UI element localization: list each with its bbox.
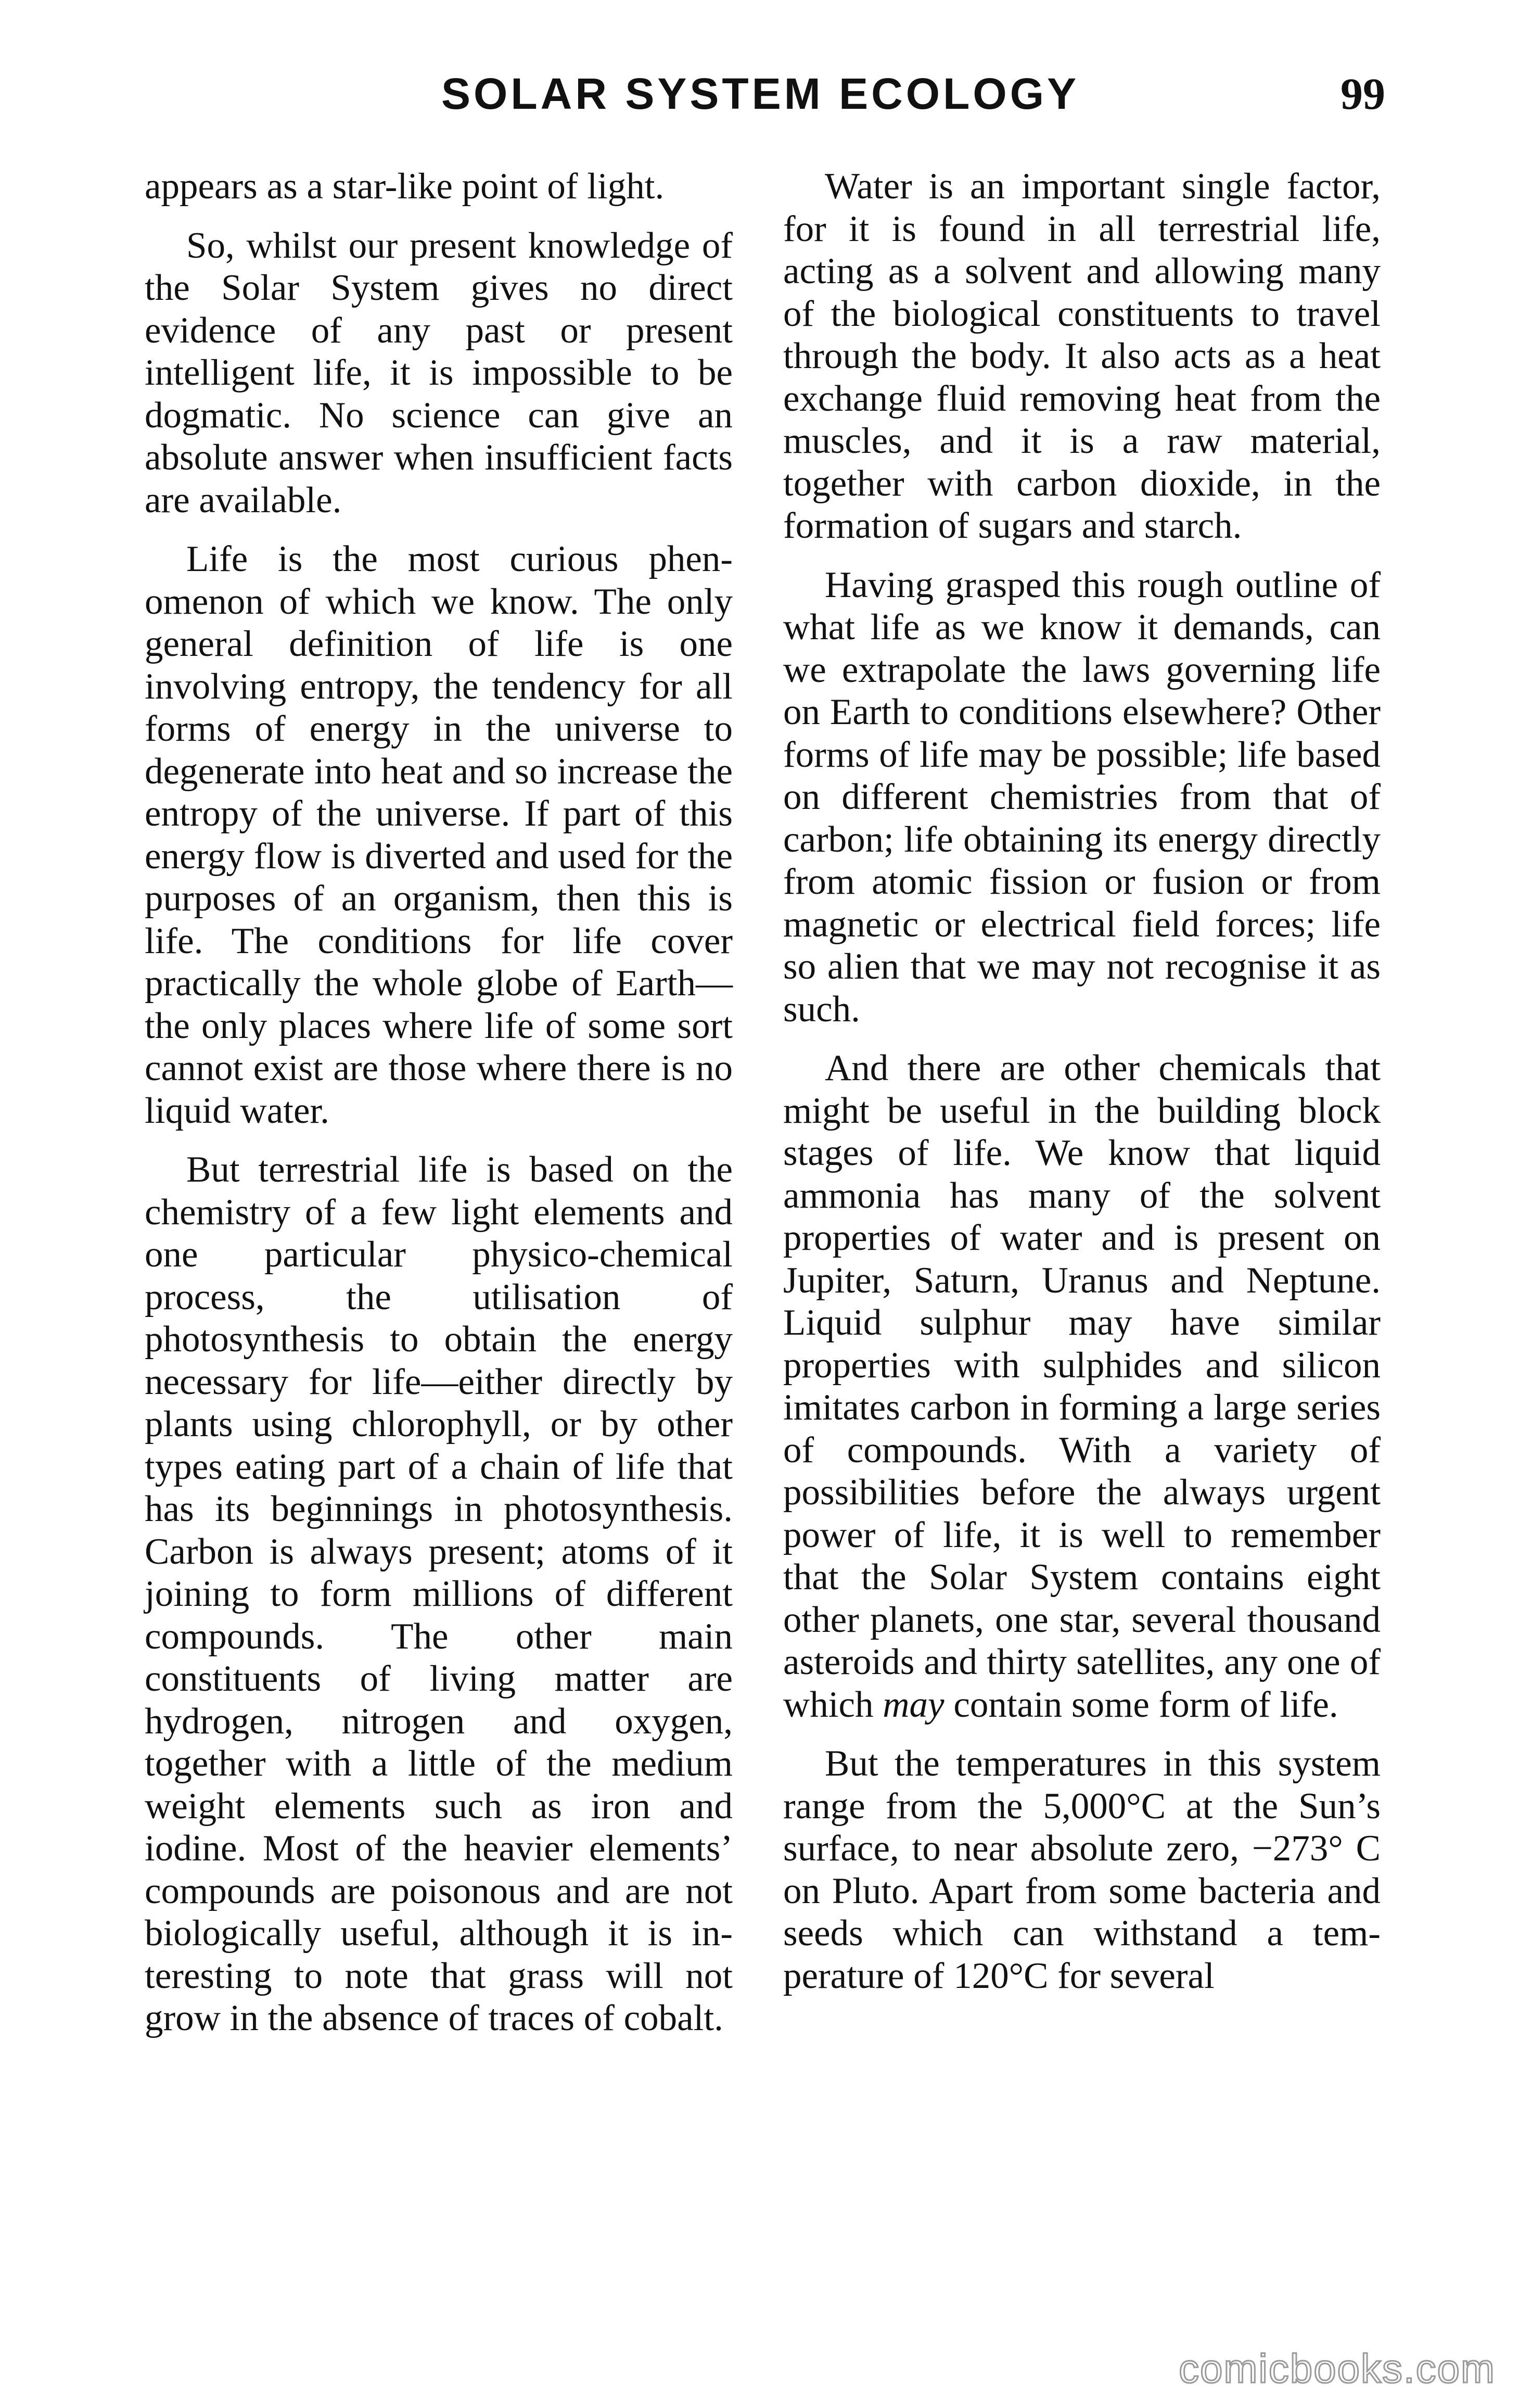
- paragraph-text: on Pluto. Apart from some bacteria and seeds which can withstand a temperature of: [783, 1870, 1381, 1996]
- paragraph: Water is an important single factor, for it is found in all terrestrial life, acting as a solvent and allowing many of the biological constituents to travel through the body. It also acts as a heat exchange fluid removing heat from the muscles, and it is a raw material, together with carbon dioxide, in the formation of sugars and starch.: [783, 166, 1381, 546]
- watermark: comicbooks.com: [1179, 2346, 1496, 2391]
- right-column: [783, 166, 1381, 2014]
- page-header: [0, 68, 1532, 120]
- running-title: SOLAR SYSTEM ECOLOGY: [441, 69, 1080, 118]
- left-column: [145, 166, 733, 2057]
- page-number: 99: [1340, 69, 1385, 119]
- temperature-seeds: 120°C: [953, 1955, 1049, 1996]
- paragraph: [783, 1743, 1381, 1997]
- paragraph: But terrestrial life is based on the chemistry of a few light elements and one particular physico-chemical process, the utilisation of photosynthesis to obtain the energy necessary for life—either directly by plants using chlorophyll, or by other types eating part of a chain of life that has its beginnings in photosynthesis. Carbon is always present; atoms of it joining to form millions of different compounds. The other main constituents of living matter are hydrogen, nitrogen and oxygen, together with a little of the medium weight elements such as iron and iodine. Most of the heavier elements’ compounds are poisonous and are not biologically useful, although it is interesting to note that grass will not grow in the absence of traces of cobalt.: [145, 1149, 733, 2038]
- temperature-sun: 5,000°C: [1043, 1785, 1166, 1827]
- paragraph-continued: appears as a star-like point of light.: [145, 166, 665, 207]
- paragraph-text: And there are other chemicals that might be useful in the building block stages of life. We know that liquid ammonia has many of the solvent properties of water and is present on Jupiter, Saturn, Uranus and Neptune. Liquid sulphur may have similar properties with sulphides and silicon imitates carbon in forming a large series of compounds. With a variety of possibilities before the always urgent power of life, it is well to remember that the Solar System contains eight other planets, one star, several thousand asteroids and thirty satellites, any one of which: [783, 1048, 1381, 1725]
- paragraph-text: for several: [1048, 1955, 1215, 1996]
- emphasis-may: may: [883, 1684, 944, 1725]
- paragraph: Having grasped this rough outline of what life as we know it demands, can we extrapolate the laws governing life on Earth to conditions elsewhere? Other forms of life may be possible; life based on different chemistries from that of carbon; life obtaining its energy directly from atomic fission or fusion or from magnetic or electrical field forces; life so alien that we may not recognise it as such.: [783, 564, 1381, 1030]
- temperature-pluto: −273° C: [1252, 1828, 1381, 1869]
- paragraph: So, whilst our present knowledge of the Solar System gives no direct evidence of any past or present intelligent life, it is impossible to be dogmatic. No science can give an absolute answer when insufficient facts are available.: [145, 225, 733, 521]
- paragraph: Life is the most curious phenomenon of which we know. The only general definition of life is one involving entropy, the tendency for all forms of energy in the universe to degenerate into heat and so increase the entropy of the universe. If part of this energy flow is diverted and used for the purposes of an organism, then this is life. The conditions for life cover practically the whole globe of Earth—the only places where life of some sort cannot exist are those where there is no liquid water.: [145, 539, 733, 1131]
- paragraph: [783, 1047, 1381, 1726]
- paragraph-text: But the temperatures in this system range from the: [783, 1743, 1381, 1827]
- paragraph-text: contain some form of life.: [944, 1684, 1338, 1725]
- paragraph-text: at the Sun’s surface, to near absolute zero,: [783, 1785, 1381, 1869]
